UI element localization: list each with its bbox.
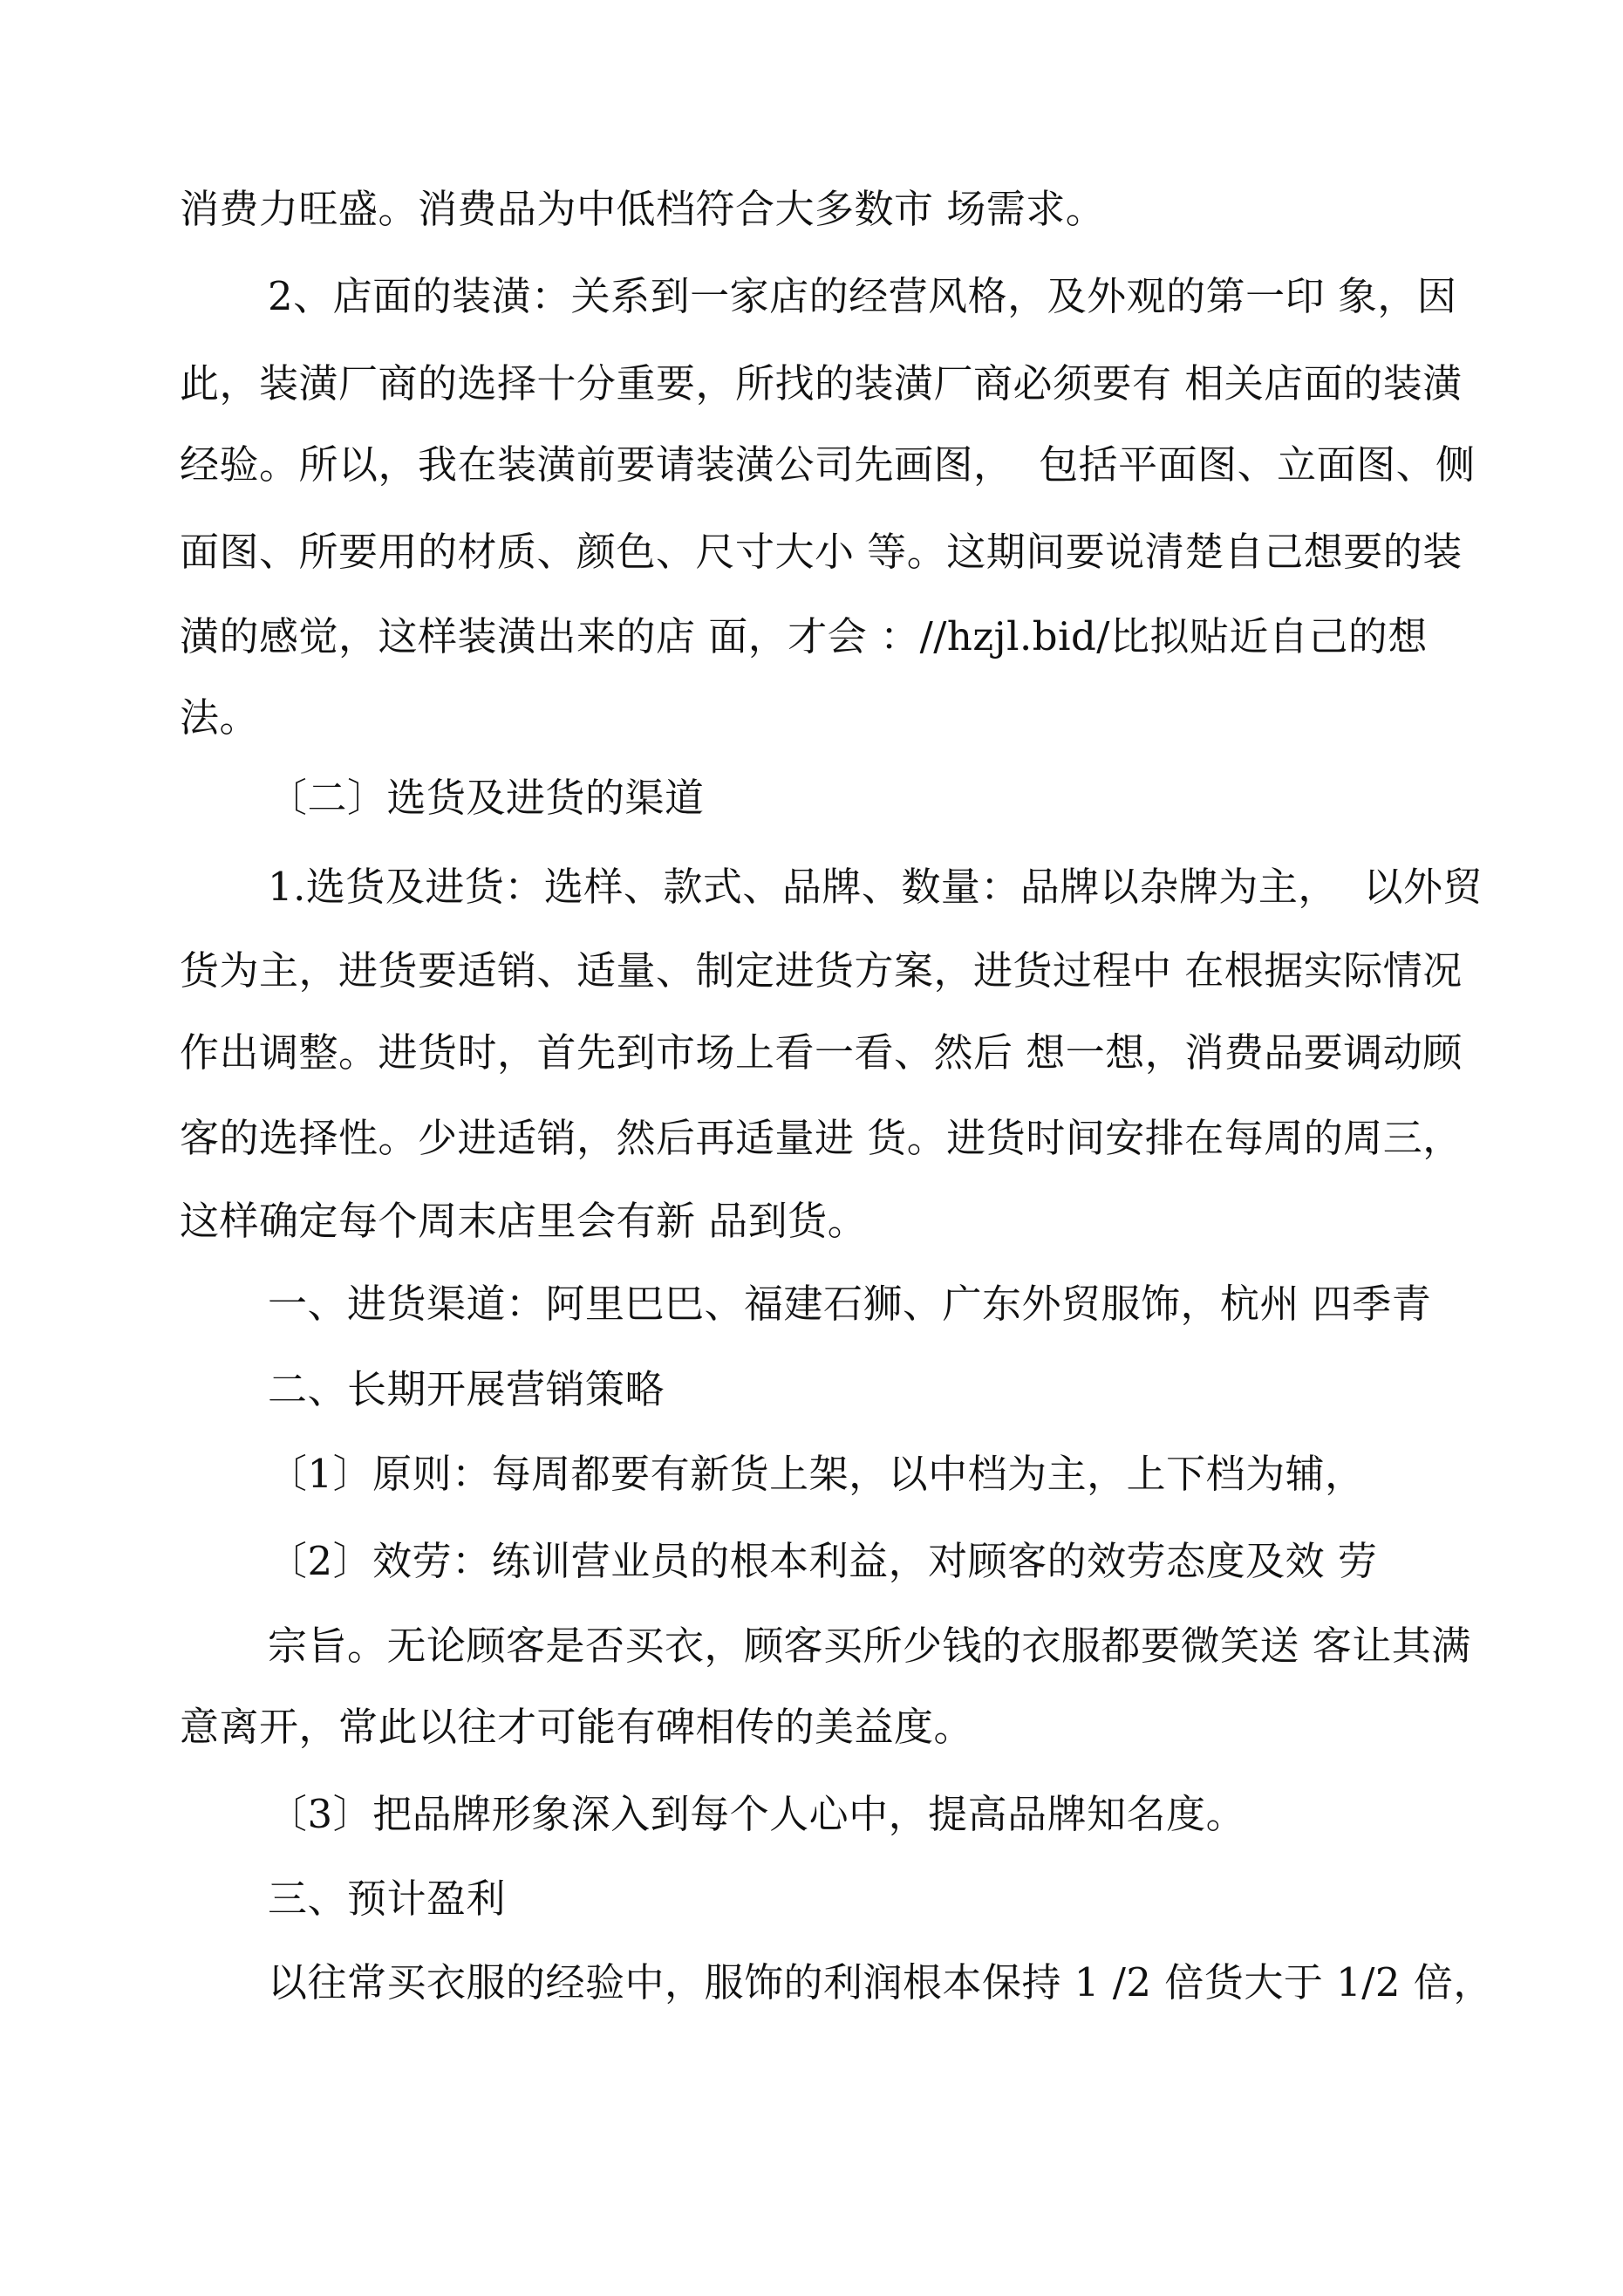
text-line: 以往常买衣服的经验中，服饰的利润根本保持 1 /2 倍货大于 1/2 倍， <box>268 1959 1493 2006</box>
text-line: 意离开，常此以往才可能有碑相传的美益度。 <box>180 1704 974 1750</box>
text-line: 客的选择性。少进适销，然后再适量进 货。进货时间安排在每周的周三， <box>180 1115 1463 1161</box>
text-line: 1.选货及进货：选样、款式、品牌、数量：品牌以杂牌为主， 以外贸 <box>268 864 1483 910</box>
text-line: 面图、所要用的材质、颜色、尺寸大小 等。这期间要说清楚自己想要的装 <box>180 529 1463 575</box>
text-line: 经验。所以，我在装潢前要请装潢公司先画图， 包括平面图、立面图、侧 <box>180 441 1476 488</box>
section-heading: 〔二〕选货及进货的渠道 <box>268 775 705 821</box>
section-heading: 三、预计盈利 <box>268 1876 507 1922</box>
text-line: 〔2〕效劳：练训营业员的根本利益，对顾客的效劳态度及效 劳 <box>268 1538 1378 1584</box>
text-line: 〔1〕原则：每周都要有新货上架，以中档为主，上下档为辅， <box>268 1451 1365 1497</box>
text-line: 宗旨。无论顾客是否买衣，顾客买所少钱的衣服都要微笑送 客让其满 <box>268 1623 1471 1669</box>
text-line: 潢的感觉，这样装潢出来的店 面，才会 ：//hzjl.bid/比拟贴近自己的想 <box>180 613 1428 659</box>
text-line: 〔3〕把品牌形象深入到每个人心中，提高品牌知名度。 <box>268 1791 1246 1837</box>
text-line: 这样确定每个周末店里会有新 品到货。 <box>180 1198 868 1244</box>
text-line: 2、店面的装潢：关系到一家店的经营风格，及外观的第一印 象，因 <box>268 273 1457 319</box>
section-heading: 二、长期开展营销策略 <box>268 1366 665 1412</box>
text-line: 作出调整。进货时，首先到市场上看一看、然后 想一想，消费品要调动顾 <box>180 1029 1463 1076</box>
text-line: 货为主，进货要适销、适量、制定进货方案，进货过程中 在根据实际情况 <box>180 947 1463 994</box>
text-line: 一、进货渠道：阿里巴巴、福建石狮、广东外贸服饰，杭州 四季青 <box>268 1281 1432 1327</box>
text-line: 法。 <box>180 694 260 741</box>
text-line: 此，装潢厂商的选择十分重要，所找的装潢厂商必须要有 相关店面的装潢 <box>180 360 1463 407</box>
text-line: 消费力旺盛。消费品为中低档符合大多数市 场需求。 <box>180 186 1106 232</box>
